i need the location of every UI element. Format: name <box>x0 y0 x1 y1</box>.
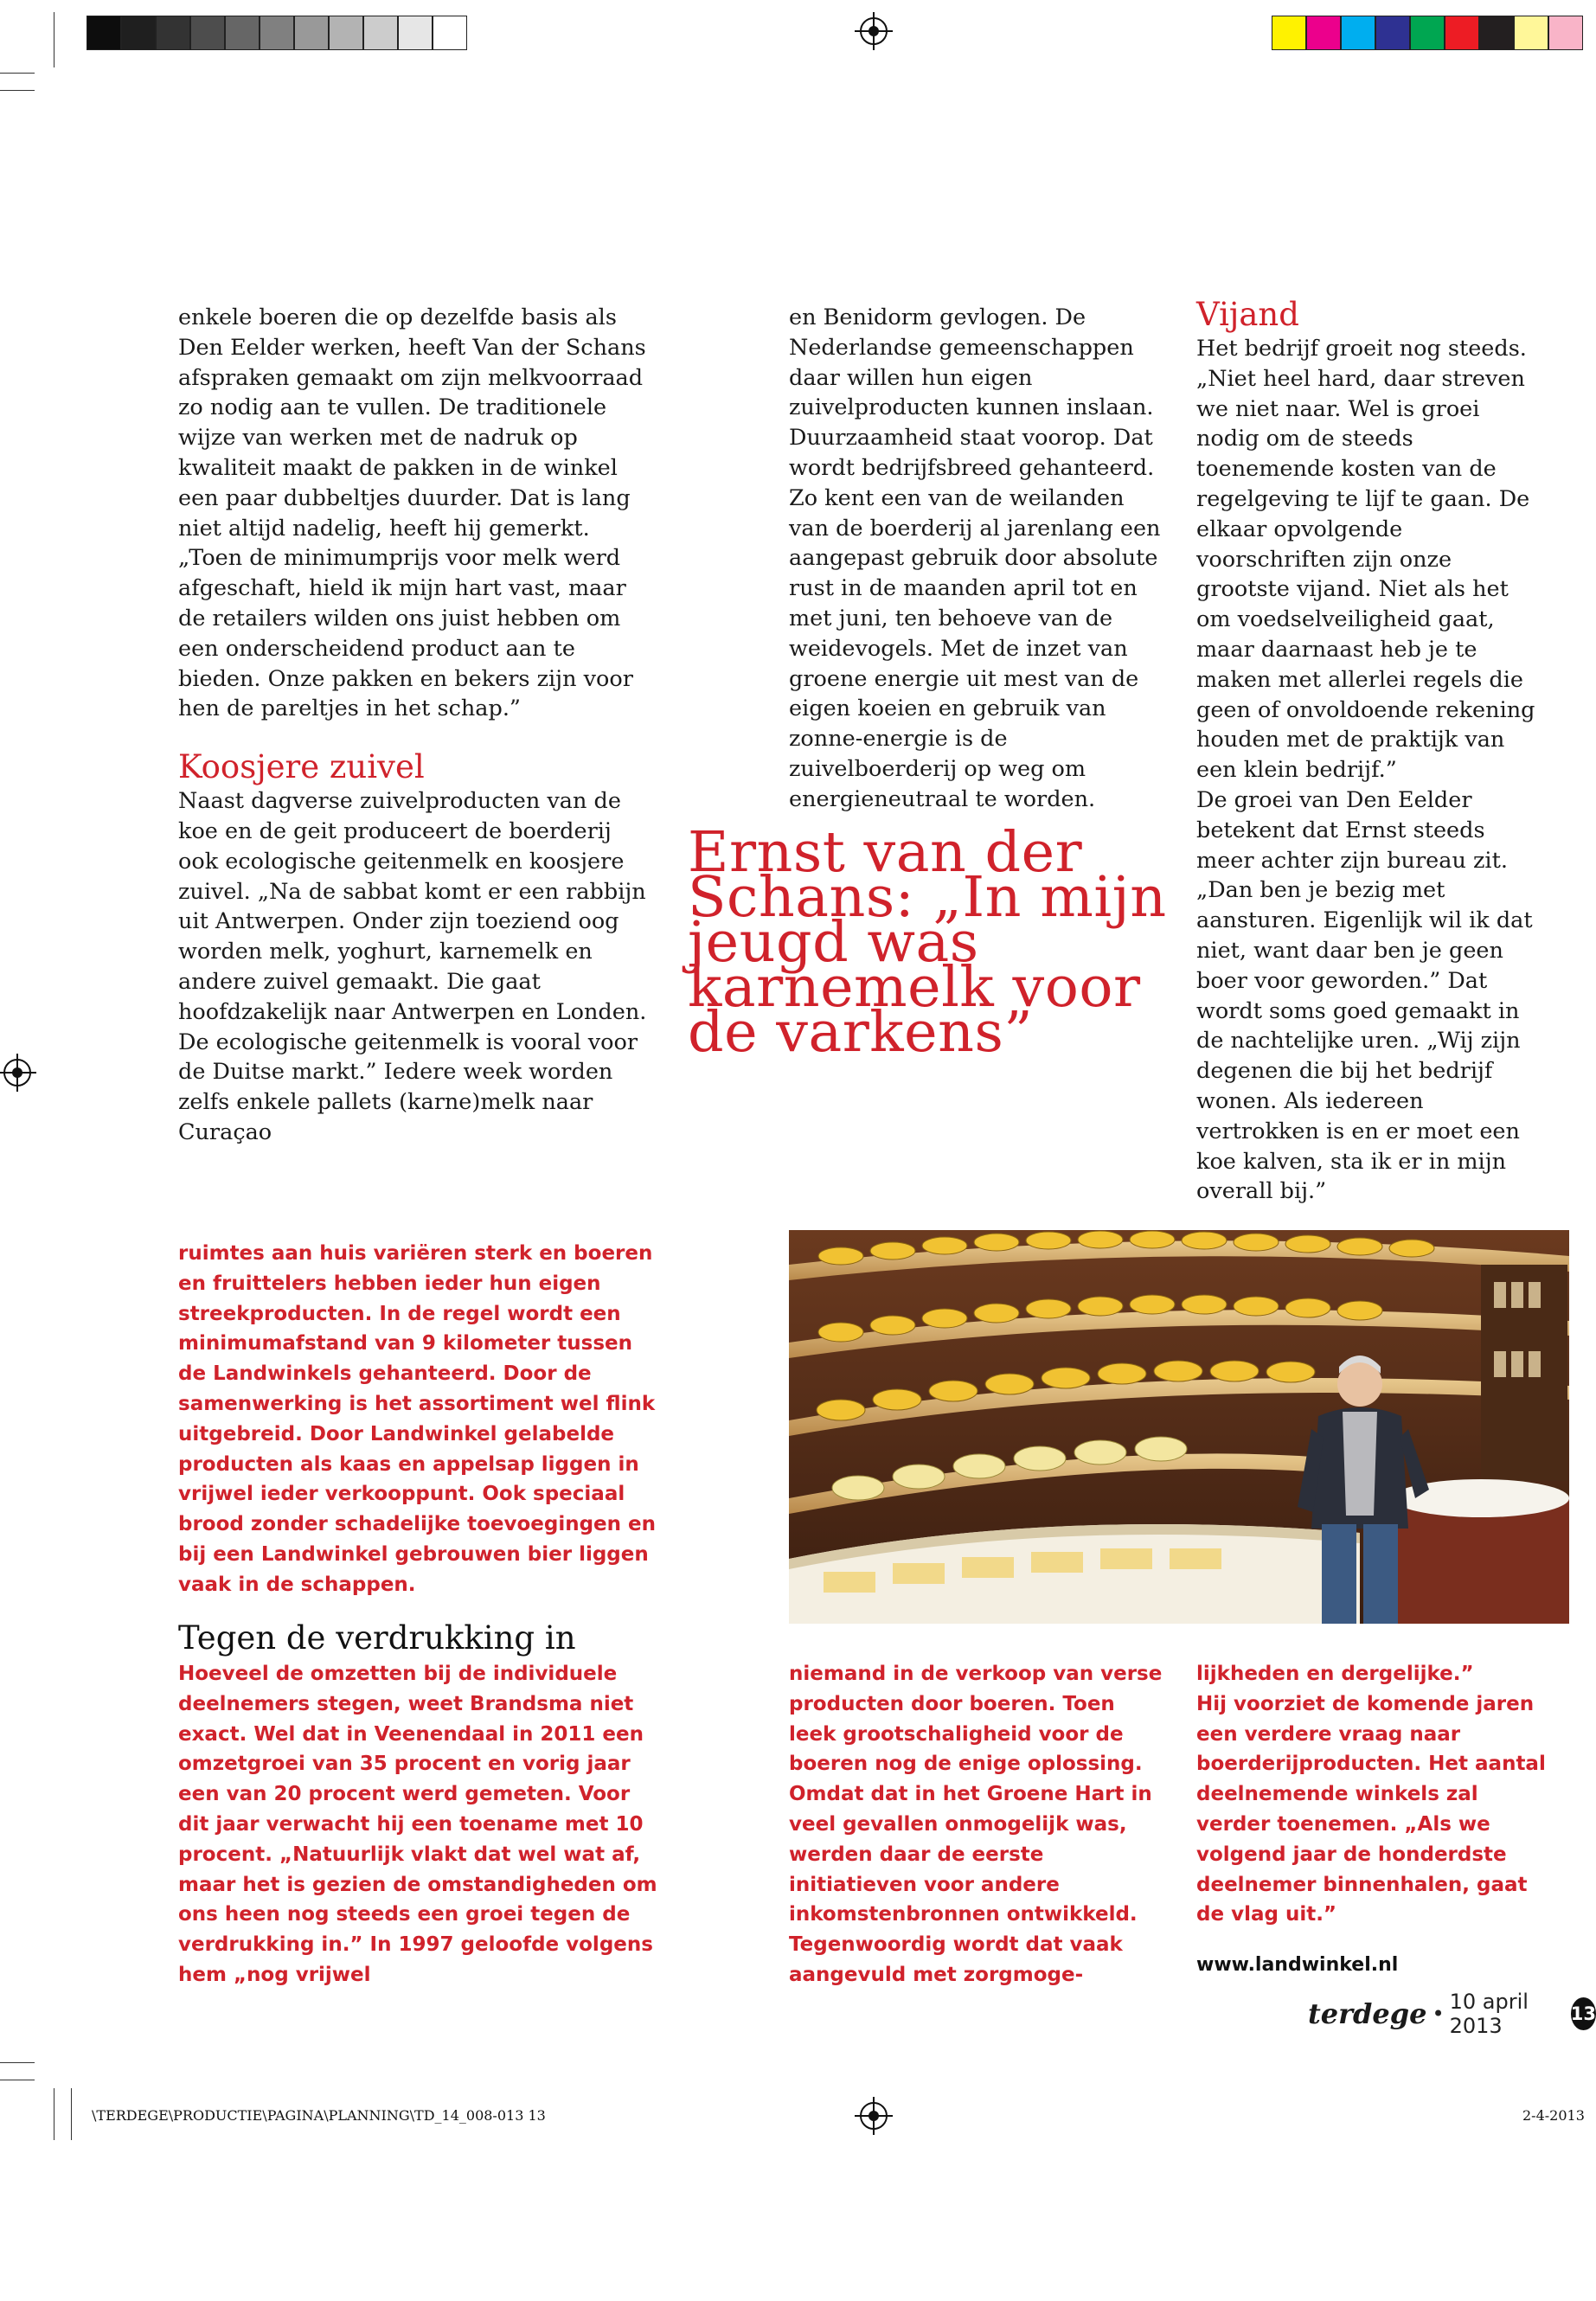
section-heading-tegen-de-verdrukking-in: Tegen de verdrukking in <box>178 1619 576 1657</box>
crop-mark <box>71 2088 72 2140</box>
color-swatch <box>1479 16 1514 50</box>
crop-mark <box>0 2062 35 2063</box>
column-1 <box>178 303 652 1148</box>
color-swatch <box>1548 16 1583 50</box>
color-swatch <box>1410 16 1445 50</box>
body-paragraph: Het bedrijf groeit nog steeds. „Niet heel hard, daar streven we niet naar. Wel is groei nodig om de steeds toenemende kosten van de regelgeving te lijf te gaan. De elkaar opvolgende voorschriften zijn onze grootste vijand. Niet als het om voedselveiligheid gaat, maar daarnaast heb je te maken met allerlei regels die geen of onvoldoende rekening houden met de praktijk van een klein bedrijf.” <box>1196 336 1535 784</box>
color-swatch <box>1445 16 1479 50</box>
cheese-shop-photo <box>789 1230 1569 1624</box>
color-swatch <box>1272 16 1306 50</box>
column-3 <box>1196 296 1542 1286</box>
issue-date: 10 april 2013 <box>1449 1990 1529 2038</box>
color-swatch <box>225 16 260 50</box>
red-body-text: Hij voorziet de komende jaren een verdere vraag naar boerderijproducten. Het aantal deelnemende winkels zal verder toenemen. „Als we volgend jaar de honderdste deelnemer binnenhalen, gaat de vlag uit.” <box>1196 1692 1546 1926</box>
registration-mark-icon <box>3 1059 31 1086</box>
color-swatch <box>363 16 398 50</box>
page-footer <box>1308 1990 1596 2038</box>
body-paragraph: enkele boeren die op dezelfde basis als Den Eelder werken, heeft Van der Schans afspraken gemaakt om zijn melkvoorraad zo nodig aan te vullen. De traditionele wijze van werken met de nadruk op kwaliteit maakt de pakken in de winkel een paar dubbeltjes duurder. Dat is lang niet altijd nadelig, heeft hij gemerkt. „Toen de minimumprijs voor melk werd afgeschaft, hield ik mijn hart vast, maar de retailers wilden ons juist hebben om een onderscheidend product aan te bieden. Onze pakken en bekers zijn voor hen de pareltjes in het schap.” <box>178 304 646 722</box>
crop-mark <box>0 73 35 74</box>
grayscale-color-bar <box>87 16 467 50</box>
slug-date: 2-4-2013 <box>1522 2107 1585 2124</box>
registration-mark-icon <box>860 17 888 45</box>
color-swatch <box>87 16 121 50</box>
registration-mark-icon <box>860 2102 888 2130</box>
section-heading-koosjere-zuivel: Koosjere zuivel <box>178 748 425 786</box>
column-2 <box>789 303 1161 815</box>
color-swatch <box>294 16 329 50</box>
color-swatch <box>121 16 156 50</box>
red-intro-block <box>178 1239 663 1600</box>
body-paragraph: Naast dagverse zuivelproducten van de koe en de geit produceert de boerderij ook ecologische geitenmelk en koosjere zuivel. „Na de sabbat komt er een rabbijn uit Antwerpen. Onder zijn toeziend oog worden melk, yoghurt, karnemelk en andere zuivel gemaakt. Die gaat hoofdzakelijk naar Antwerpen en Londen. De ecologische geitenmelk is vooral voor de Duitse markt.” Iedere week worden zelfs enkele pallets (karne)melk naar Curaçao <box>178 788 647 1145</box>
red-body-text: Hoeveel de omzetten bij de individuele deelnemers stegen, weet Brandsma niet exact. Wel dat in Veenendaal in 2011 een omzetgroei van 35 procent en vorig jaar een van 20 procent werd gemeten. Voor dit jaar verwacht hij een toename met 10 procent. „Natuurlijk vlakt dat wel wat af, maar het is gezien de omstandigheden om ons heen nog steeds een groei tegen de verdrukking in.” In 1997 geloofde volgens hem „nog vrijwel <box>178 1663 657 1986</box>
red-intro-text: ruimtes aan huis variëren sterk en boeren en fruittelers hebben ieder hun eigen streekproducten. In de regel wordt een minimumafstand van 9 kilometer tussen de Landwinkels gehanteerd. Door de samenwerking is het assortiment wel flink uitgebreid. Door Landwinkel gelabelde producten als kaas en appelsap liggen in vrijwel ieder verkooppunt. Ook speciaal brood zonder schadelijke toevoegingen en bij een Landwinkel gebrouwen bier liggen vaak in de schappen. <box>178 1242 656 1596</box>
page-number: 13 <box>1571 1997 1596 2030</box>
red-body-text: lijkheden en dergelijke.” <box>1196 1663 1474 1685</box>
crop-mark <box>0 90 35 91</box>
website-link[interactable]: www.landwinkel.nl <box>1196 1954 1399 1977</box>
color-swatch <box>329 16 363 50</box>
color-swatch <box>1341 16 1375 50</box>
lower-column-3 <box>1196 1659 1553 1980</box>
footer-bullet: • <box>1432 2002 1445 2026</box>
color-swatch <box>1306 16 1341 50</box>
color-swatch <box>1375 16 1410 50</box>
color-swatch <box>260 16 294 50</box>
file-path-slug: \TERDEGE\PRODUCTIE\PAGINA\PLANNING\TD_14_008-013 13 <box>92 2107 546 2124</box>
color-swatch <box>398 16 433 50</box>
red-body-text: niemand in de verkoop van verse producten door boeren. Toen leek grootschaligheid voor de boeren nog de enige oplossing. Omdat dat in het Groene Hart in veel gevallen onmogelijk was, werden daar de eerste initiatieven voor andere inkomstenbronnen ontwikkeld. Tegenwoordig wordt dat vaak aangevuld met zorgmoge- <box>789 1663 1163 1986</box>
lower-column-1 <box>178 1659 663 1990</box>
cmyk-color-bar <box>1272 16 1583 50</box>
pull-quote: Ernst van der Schans: „In mijn jeugd was karnemelk voor de varkens” <box>688 820 1167 1065</box>
body-paragraph: en Benidorm gevlogen. De Nederlandse gemeenschappen daar willen hun eigen zuivelproducten kunnen inslaan. <box>789 304 1154 421</box>
body-paragraph: Duurzaamheid staat voorop. Dat wordt bedrijfsbreed gehanteerd. Zo kent een van de weilanden van de boerderij al jarenlang een aangepast gebruik door absolute rust in de maanden april tot en met juni, ten behoeve van de weidevogels. Met de inzet van groene energie uit mest van de eigen koeien en gebruik van zonne-energie is de zuivelboerderij op weg om energieneutraal te worden. <box>789 425 1161 812</box>
color-swatch <box>433 16 467 50</box>
magazine-logo: terdege <box>1308 1997 1427 2030</box>
color-swatch <box>156 16 190 50</box>
lower-column-2 <box>789 1659 1163 1990</box>
body-paragraph: De groei van Den Eelder betekent dat Ernst steeds meer achter zijn bureau zit. „Dan ben je bezig met aansturen. Eigenlijk wil ik dat niet, want daar ben je geen boer voor geworden.” Dat wordt soms goed gemaakt in de nachtelijke uren. „Wij zijn degenen die bij het bedrijf wonen. Als iedereen vertrokken is en er moet een koe kalven, sta ik er in mijn overall bij.” <box>1196 786 1533 1205</box>
section-heading-vijand: Vijand <box>1196 296 1299 333</box>
color-swatch <box>190 16 225 50</box>
color-swatch <box>1514 16 1548 50</box>
